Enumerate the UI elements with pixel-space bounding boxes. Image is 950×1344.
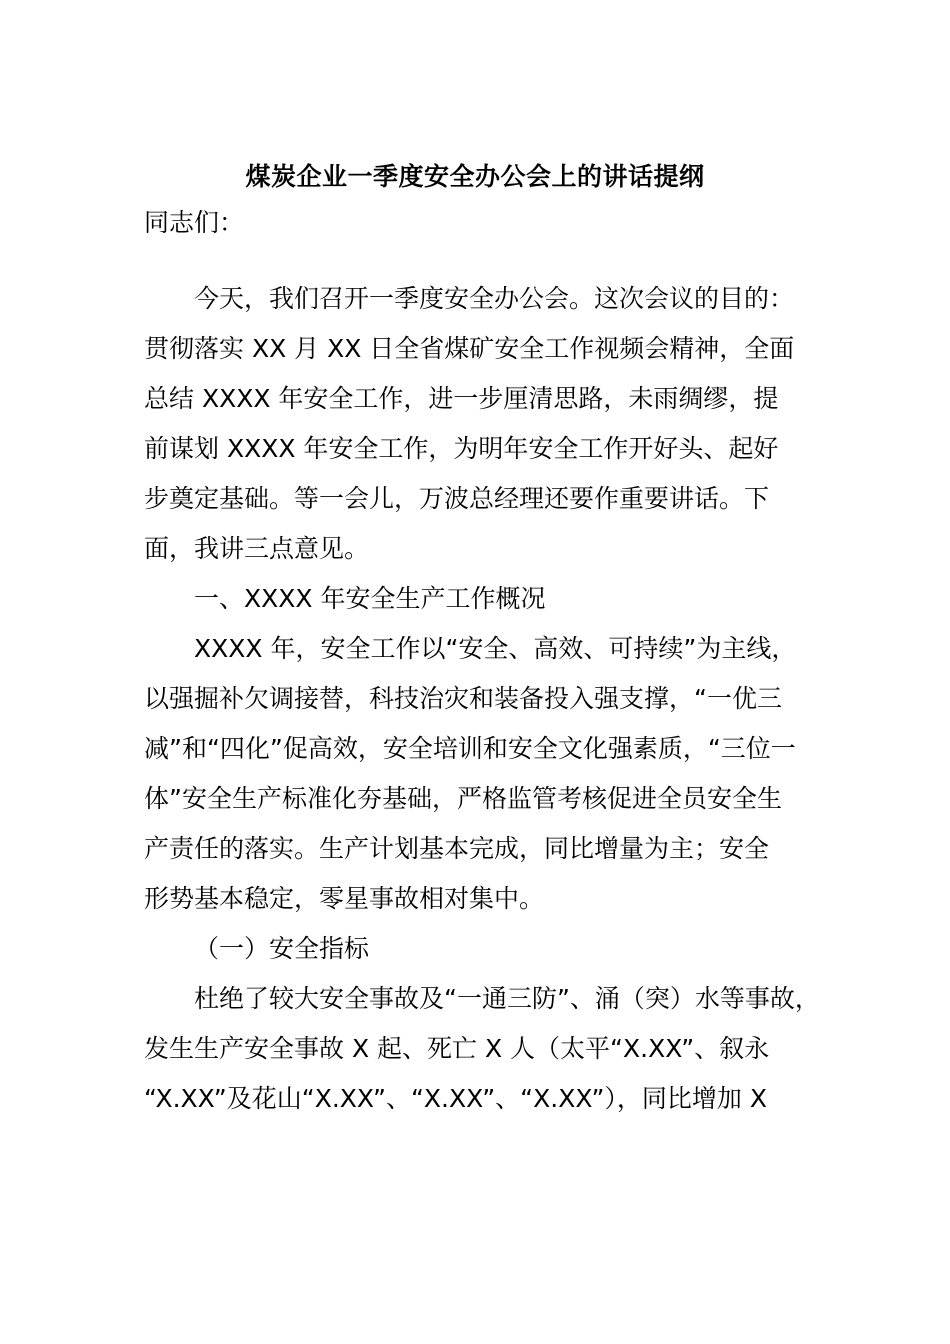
body-line: 减”和“四化”促高效，安全培训和安全文化强素质，“三位一 (144, 734, 796, 763)
body-line: 步奠定基础。等一会儿，万波总经理还要作重要讲话。下 (144, 484, 770, 513)
body-line: “X.XX”及花山“X.XX”、“X.XX”、“X.XX”），同比增加 X (144, 1084, 767, 1113)
body-line: 形势基本稳定，零星事故相对集中。 (144, 884, 545, 913)
body-line: 前谋划 XXXX 年安全工作，为明年安全工作开好头、起好 (144, 434, 779, 463)
body-line: 体”安全生产标准化夯基础，严格监管考核促进全员安全生 (144, 784, 782, 813)
body-line: 面，我讲三点意见。 (144, 534, 370, 563)
body-line: 产责任的落实。生产计划基本完成，同比增量为主；安全 (144, 834, 770, 863)
body-line: 今天，我们召开一季度安全办公会。这次会议的目的： (194, 284, 795, 313)
body-line: 杜绝了较大安全事故及“一通三防”、涌（突）水等事故， (194, 984, 820, 1013)
body-line: 发生生产安全事故 X 起、死亡 X 人（太平“X.XX”、叙永 (144, 1034, 770, 1063)
body-line: 贯彻落实 XX 月 XX 日全省煤矿安全工作视频会精神，全面 (144, 334, 795, 363)
document-title: 煤炭企业一季度安全办公会上的讲话提纲 (245, 162, 705, 191)
body-line: XXXX 年，安全工作以“安全、高效、可持续”为主线， (194, 634, 797, 663)
body-line: 以强掘补欠调接替，科技治灾和装备投入强支撑，“一优三 (144, 684, 782, 713)
subsection-heading: （一）安全指标 (194, 934, 370, 963)
greeting: 同志们： (144, 208, 245, 237)
body-line: 总结 XXXX 年安全工作，进一步厘清思路，未雨绸缪，提 (144, 384, 779, 413)
section-heading: 一、XXXX 年安全生产工作概况 (194, 584, 546, 613)
